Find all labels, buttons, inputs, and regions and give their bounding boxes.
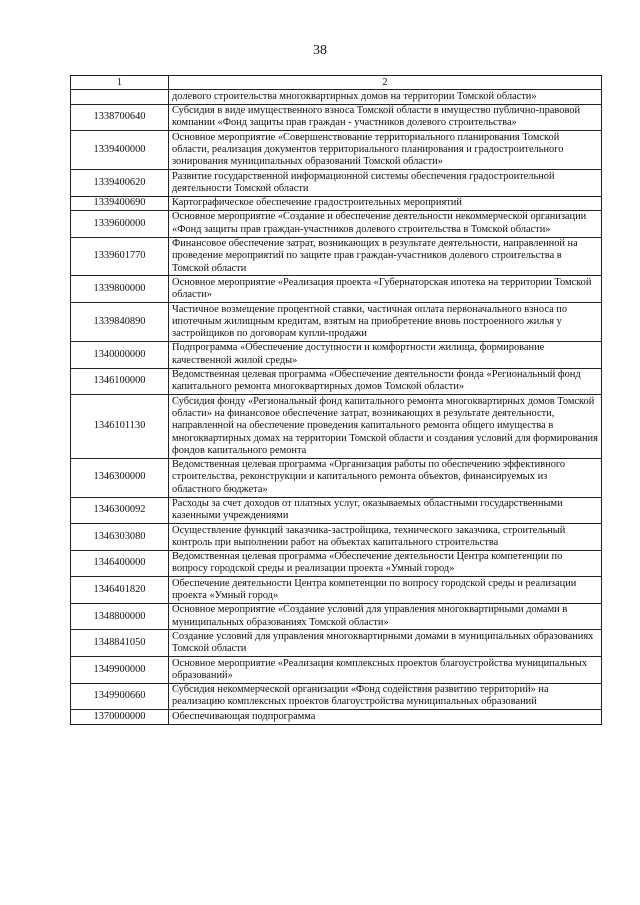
row-code: 1338700640 xyxy=(71,104,169,131)
row-description: Расходы за счет доходов от платных услуг, оказываемых областными государственными казенными учреждениями xyxy=(169,497,602,524)
table-row xyxy=(71,104,602,131)
budget-code-table xyxy=(70,75,602,725)
row-code: 1339601770 xyxy=(71,237,169,276)
table-row xyxy=(71,497,602,524)
row-description: Субсидия в виде имущественного взноса Томской области в имущество публично-правовой компании «Фонд защиты прав граждан - участников долевого строительства» xyxy=(169,104,602,131)
row-code: 1339400000 xyxy=(71,131,169,170)
row-code: 1346303080 xyxy=(71,524,169,551)
row-description: Частичное возмещение процентной ставки, частичная оплата первоначального взноса по ипотечным жилищным кредитам, взятым на приобретение вновь построенного жилья у застройщиков по договорам купли-продажи xyxy=(169,303,602,342)
page-number: 38 xyxy=(313,43,327,58)
row-description: Подпрограмма «Обеспечение доступности и комфортности жилища, формирование качественной жилой среды» xyxy=(169,341,602,368)
row-description: Основное мероприятие «Создание и обеспечение деятельности некоммерческой организации «Фонд защиты прав граждан-участников долевого строительства в Томской области» xyxy=(169,210,602,237)
row-code: 1340000000 xyxy=(71,341,169,368)
column-header-code: 1 xyxy=(71,76,169,90)
row-code: 1339800000 xyxy=(71,276,169,303)
row-code: 1370000000 xyxy=(71,710,169,724)
row-description: Основное мероприятие «Реализация проекта «Губернаторская ипотека на территории Томской области» xyxy=(169,276,602,303)
row-description: Основное мероприятие «Совершенствование территориального планирования Томской области, реализация документов территориального планирования и градостроительного зонирования муниципальных образований Томской области» xyxy=(169,131,602,170)
row-code: 1349900000 xyxy=(71,657,169,684)
row-code: 1348841050 xyxy=(71,630,169,657)
row-code: 1339600000 xyxy=(71,210,169,237)
table-row xyxy=(71,395,602,458)
table-row xyxy=(71,210,602,237)
row-code: 1346100000 xyxy=(71,368,169,395)
table-row xyxy=(71,550,602,577)
table-row xyxy=(71,524,602,551)
row-code: 1346400000 xyxy=(71,550,169,577)
row-code: 1339400690 xyxy=(71,196,169,210)
row-code: 1348800000 xyxy=(71,603,169,630)
row-description: Основное мероприятие «Создание условий для управления многоквартирными домами в муниципальных образованиях Томской области» xyxy=(169,603,602,630)
row-description: Субсидия фонду «Региональный фонд капитального ремонта многоквартирных домов Томской области» на финансовое обеспечение затрат, возникающих в результате деятельности, направленной на обеспечение проведения капитального ремонта общего имущества в многоквартирных домах на территории Томской области и создания условий для формирования фондов капитального ремонта xyxy=(169,395,602,458)
row-description: Финансовое обеспечение затрат, возникающих в результате деятельности, направленной на проведение мероприятий по защите прав граждан-участников долевого строительства в Томской области xyxy=(169,237,602,276)
table-header-row xyxy=(71,76,602,90)
row-description: Обеспечивающая подпрограмма xyxy=(169,710,602,724)
table-row xyxy=(71,170,602,197)
column-header-description: 2 xyxy=(169,76,602,90)
row-description: Создание условий для управления многоквартирными домами в муниципальных образованиях Томской области xyxy=(169,630,602,657)
row-code: 1346401820 xyxy=(71,577,169,604)
table-row xyxy=(71,710,602,724)
row-description: Обеспечение деятельности Центра компетенции по вопросу городской среды и реализации проекта «Умный город» xyxy=(169,577,602,604)
table-row xyxy=(71,196,602,210)
row-code xyxy=(71,90,169,104)
row-description: Ведомственная целевая программа «Обеспечение деятельности фонда «Региональный фонд капитального ремонта многоквартирных домов Томской области» xyxy=(169,368,602,395)
row-code: 1349900660 xyxy=(71,683,169,710)
table-row xyxy=(71,603,602,630)
table-row xyxy=(71,683,602,710)
row-description: Основное мероприятие «Реализация комплексных проектов благоустройства муниципальных образований» xyxy=(169,657,602,684)
table-row xyxy=(71,458,602,497)
row-description: Ведомственная целевая программа «Обеспечение деятельности Центра компетенции по вопросу городской среды и реализации проекта «Умный город» xyxy=(169,550,602,577)
row-code: 1346300092 xyxy=(71,497,169,524)
table-row xyxy=(71,276,602,303)
table-row xyxy=(71,131,602,170)
table-row xyxy=(71,577,602,604)
row-code: 1346300000 xyxy=(71,458,169,497)
row-description: Осуществление функций заказчика-застройщика, технического заказчика, строительный контроль при выполнении работ на объектах капитального строительства xyxy=(169,524,602,551)
row-description: Субсидия некоммерческой организации «Фонд содействия развитию территорий» на реализацию комплексных проектов благоустройства муниципальных образований xyxy=(169,683,602,710)
table-row xyxy=(71,368,602,395)
table-row xyxy=(71,630,602,657)
row-description: Ведомственная целевая программа «Организация работы по обеспечению эффективного строительства, реконструкции и капитального ремонта объектов, финансируемых из областного бюджета» xyxy=(169,458,602,497)
row-code: 1339840890 xyxy=(71,303,169,342)
table-row xyxy=(71,341,602,368)
row-code: 1346101130 xyxy=(71,395,169,458)
table-row xyxy=(71,237,602,276)
table-row xyxy=(71,303,602,342)
row-code: 1339400620 xyxy=(71,170,169,197)
row-description: Развитие государственной информационной системы обеспечения градостроительной деятельности Томской области xyxy=(169,170,602,197)
table-row xyxy=(71,90,602,104)
row-description: долевого строительства многоквартирных домов на территории Томской области» xyxy=(169,90,602,104)
table-row xyxy=(71,657,602,684)
row-description: Картографическое обеспечение градостроительных мероприятий xyxy=(169,196,602,210)
